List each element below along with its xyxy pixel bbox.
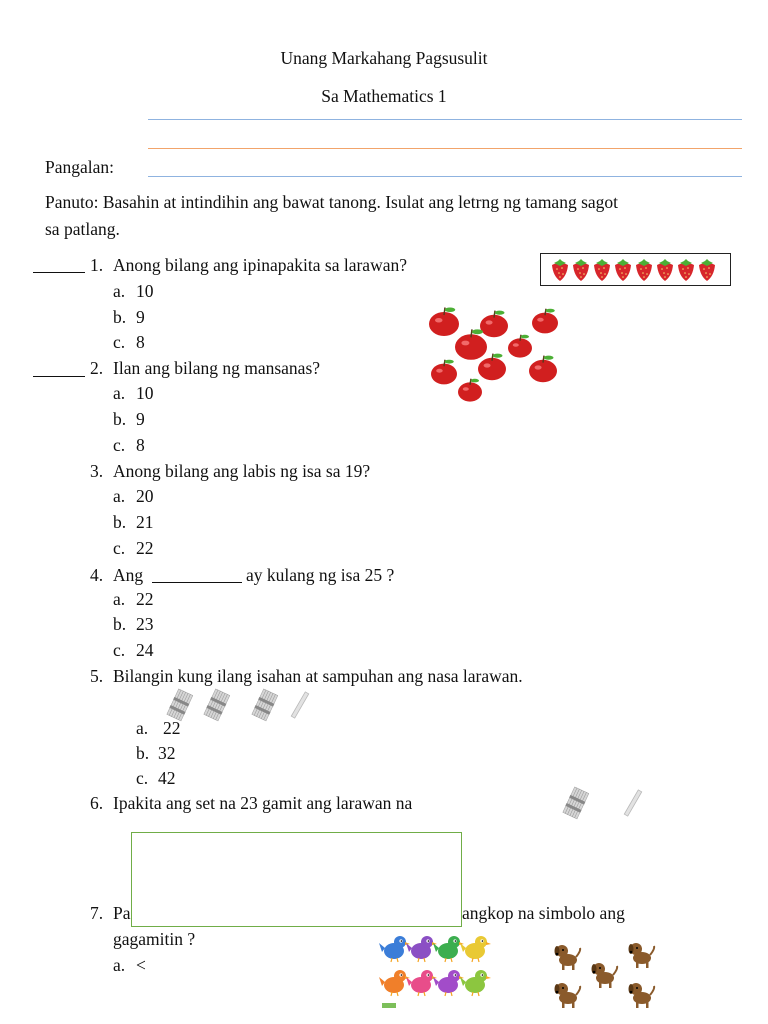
choice-value: 9 [136, 409, 145, 429]
bundle-and-stick-picture [560, 786, 650, 820]
apple-icon [429, 308, 459, 337]
choice-letter: b. [136, 743, 150, 763]
choice-letter: a. [113, 486, 126, 506]
apple-icon [478, 354, 506, 381]
choice-value: 21 [136, 512, 154, 532]
choice-value: 20 [136, 486, 154, 506]
question-text-end: angkop na simbolo ang [462, 903, 625, 923]
logo-mark [382, 1003, 396, 1008]
choice-value: 23 [136, 614, 154, 634]
name-label: Pangalan: [45, 157, 115, 177]
choice-letter: a. [113, 281, 126, 301]
choice-value: 8 [136, 332, 145, 352]
choice-value: 22 [136, 538, 154, 558]
bundle-of-ten-sticks-icon [251, 689, 278, 721]
birds-picture [380, 930, 492, 1010]
instructions-line-2: sa patlang. [45, 219, 120, 239]
choice-value: < [136, 955, 146, 975]
single-stick-icon [291, 692, 308, 718]
question-text: Bilangin kung ilang isahan at sampuhan ang nasa larawan. [113, 666, 523, 686]
bundle-of-ten-sticks-icon [203, 689, 230, 721]
answer-blank-2[interactable] [33, 376, 85, 377]
dog-icon [555, 983, 581, 1008]
apple-icon [431, 360, 457, 385]
apples-picture [424, 306, 564, 406]
bird-icon [379, 936, 410, 962]
choice-letter: a. [113, 383, 126, 403]
strawberry-icon [594, 259, 610, 281]
bird-icon [433, 970, 464, 996]
apple-icon [455, 329, 487, 359]
choice-value: 24 [136, 640, 154, 660]
choice-value: 22 [136, 589, 154, 609]
choice-letter: a. [113, 589, 126, 609]
choice-value: 22 [163, 718, 181, 738]
apple-icon [458, 379, 482, 402]
strawberry-icon [552, 259, 568, 281]
question-text: Ipakita ang set na 23 gamit ang larawan na [113, 793, 413, 813]
question-number: 1. [90, 255, 104, 275]
question-number: 7. [90, 903, 104, 923]
choice-value: 10 [136, 281, 154, 301]
answer-blank-1[interactable] [33, 272, 85, 273]
header-line-1 [148, 119, 742, 120]
question-text-start: Pa [113, 903, 131, 923]
bird-icon [406, 970, 437, 996]
choice-value: 42 [158, 768, 176, 788]
single-stick-icon [624, 790, 641, 816]
choice-letter: c. [136, 768, 149, 788]
sticks-picture [164, 688, 314, 722]
question-text-line-2: gagamitin ? [113, 929, 196, 949]
choice-value: 32 [158, 743, 176, 763]
strawberry-picture [541, 254, 730, 285]
question-text: Anong bilang ang ipinapakita sa larawan? [113, 255, 407, 275]
choice-letter: c. [113, 435, 126, 455]
choice-letter: c. [113, 640, 126, 660]
question-number: 6. [90, 793, 104, 813]
choice-letter: c. [113, 332, 126, 352]
question-text-end: ay kulang ng isa 25 ? [246, 565, 395, 585]
question-number: 3. [90, 461, 104, 481]
dog-icon [629, 943, 655, 968]
choice-letter: a. [136, 718, 149, 738]
strawberry-icon [615, 259, 631, 281]
bundle-of-ten-sticks-icon [166, 689, 193, 721]
choice-letter: b. [113, 512, 127, 532]
question-number: 2. [90, 358, 104, 378]
strawberry-icon [699, 259, 715, 281]
choice-letter: a. [113, 955, 126, 975]
bird-icon [379, 970, 410, 996]
choice-letter: b. [113, 409, 127, 429]
bird-icon [433, 936, 464, 962]
question-number: 5. [90, 666, 104, 686]
apple-icon [529, 356, 557, 383]
question-text: Ilan ang bilang ng mansanas? [113, 358, 321, 378]
bird-icon [460, 936, 491, 962]
choice-letter: b. [113, 614, 127, 634]
name-line[interactable] [148, 176, 742, 177]
choice-value: 9 [136, 307, 145, 327]
header-line-2 [148, 148, 742, 149]
bird-icon [460, 970, 491, 996]
question-number: 4. [90, 565, 104, 585]
fill-in-blank[interactable] [152, 582, 242, 583]
dog-icon [629, 983, 655, 1008]
dog-icon [555, 945, 581, 970]
apple-icon [508, 335, 532, 358]
instructions-line-1: Panuto: Basahin at intindihin ang bawat tanong. Isulat ang letrng ng tamang sagot [45, 192, 619, 212]
question-text: Anong bilang ang labis ng isa sa 19? [113, 461, 371, 481]
question-text-start: Ang [113, 565, 144, 585]
strawberry-icon [573, 259, 589, 281]
choice-value: 10 [136, 383, 154, 403]
choice-letter: b. [113, 307, 127, 327]
apple-icon [480, 311, 508, 338]
dog-icon [592, 963, 618, 988]
page-title: Unang Markahang Pagsusulit [280, 48, 488, 68]
choice-value: 8 [136, 435, 145, 455]
strawberry-icon [678, 259, 694, 281]
bird-icon [406, 936, 437, 962]
strawberry-icon [657, 259, 673, 281]
dogs-picture [550, 932, 660, 1012]
apple-icon [532, 309, 558, 334]
bundle-of-ten-sticks-icon [562, 787, 589, 819]
strawberry-icon [636, 259, 652, 281]
answer-box[interactable] [131, 832, 462, 927]
choice-letter: c. [113, 538, 126, 558]
page-subtitle: Sa Mathematics 1 [321, 86, 447, 106]
